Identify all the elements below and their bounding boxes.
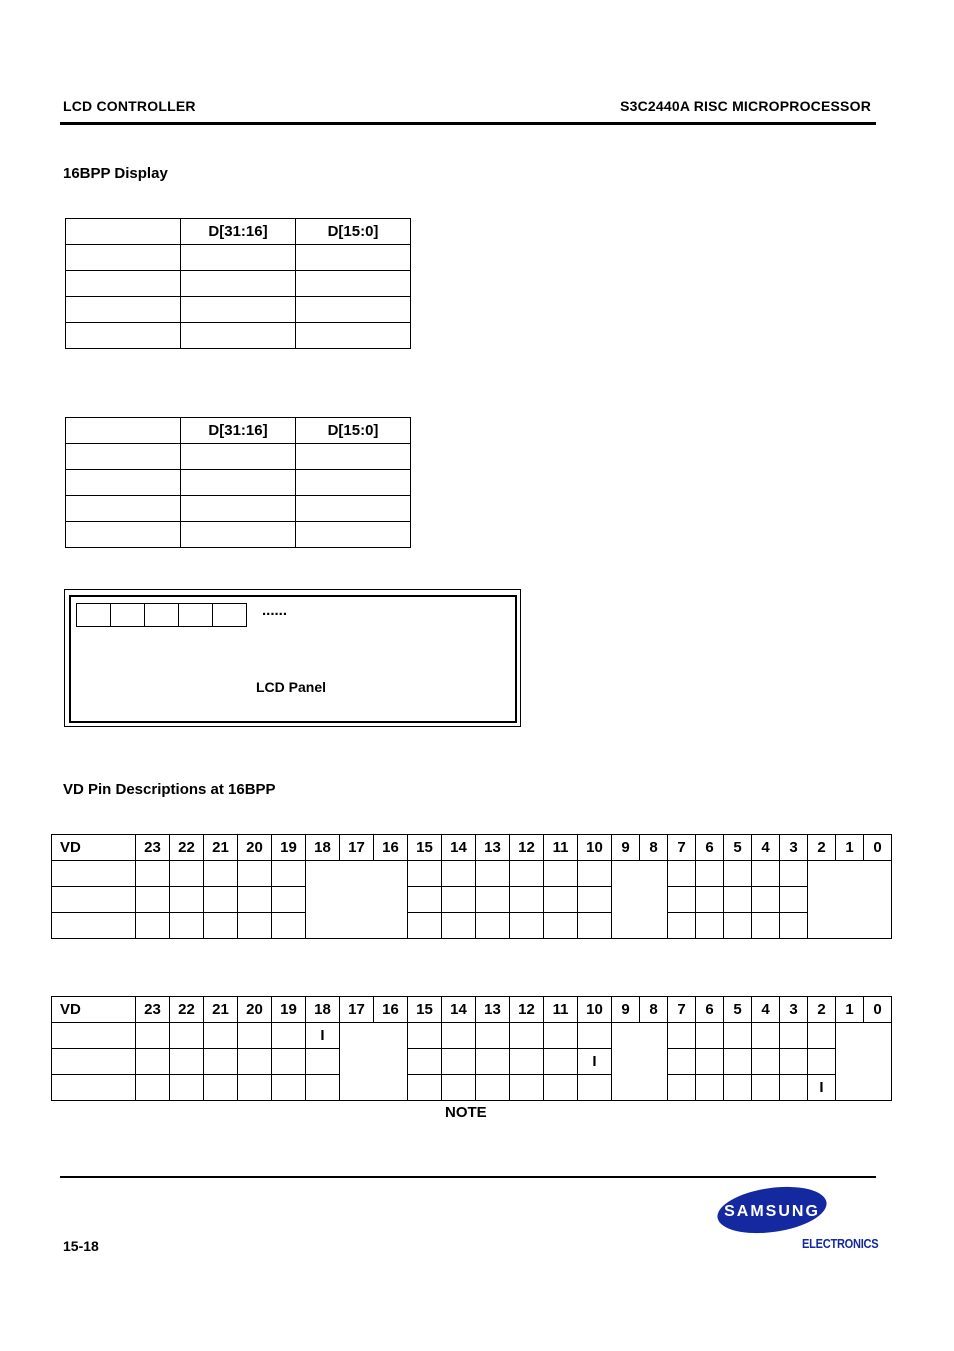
vd-header-cell: 0 [864,997,892,1023]
table-row [52,861,892,887]
table-cell [66,444,181,470]
table-cell [696,1049,724,1075]
table-cell [752,1049,780,1075]
table-cell [181,444,296,470]
vd-mark-cell: I [306,1023,340,1049]
table-cell [578,861,612,887]
table-cell [668,913,696,939]
table-cell [52,1075,136,1101]
panel-pixel [212,603,247,627]
table-cell [780,1023,808,1049]
table-cell [442,1075,476,1101]
vd-header-cell: 8 [640,997,668,1023]
logo-text: SAMSUNG [724,1203,820,1220]
table-cell [696,1075,724,1101]
table-cell [66,271,181,297]
table-cell [66,470,181,496]
vd-header-cell: 18 [306,835,340,861]
table-cell [181,271,296,297]
panel-pixel [76,603,111,627]
vd-mark-cell: I [808,1075,836,1101]
table-cell [136,887,170,913]
table-cell [238,1075,272,1101]
vd-header-row [52,997,892,1023]
vd-header-cell: 12 [510,997,544,1023]
vd-header-cell: 10 [578,835,612,861]
unused-cell [612,861,668,939]
table-cell [510,1075,544,1101]
vd-header-cell: 4 [752,835,780,861]
table-cell [181,522,296,548]
table-cell [442,1049,476,1075]
table-cell [181,245,296,271]
vd-header-cell: 13 [476,997,510,1023]
table-row [66,522,411,548]
table-cell [544,861,578,887]
memory-table-1 [65,218,411,349]
header-left: LCD CONTROLLER [63,98,196,114]
table-cell [544,887,578,913]
vd-section-title: VD Pin Descriptions at 16BPP [63,781,276,798]
table-cell [272,887,306,913]
vd-header-cell: 1 [836,835,864,861]
table-cell [668,887,696,913]
table-header-cell [66,219,181,245]
table-cell [136,861,170,887]
panel-pixel [178,603,213,627]
vd-header-cell: 2 [808,997,836,1023]
vd-header-cell: 15 [408,997,442,1023]
vd-header-cell: 17 [340,835,374,861]
table-cell [52,1023,136,1049]
table-cell [204,861,238,887]
table-cell [442,861,476,887]
table-cell [752,861,780,887]
table-cell [296,323,411,349]
table-cell [306,1075,340,1101]
table-cell [52,861,136,887]
table-cell [170,1075,204,1101]
table-cell [408,861,442,887]
table-cell [544,1049,578,1075]
table-cell [136,913,170,939]
table-row [52,1075,892,1101]
table-cell [752,1023,780,1049]
table-cell [296,245,411,271]
table-cell [306,1049,340,1075]
table-cell [476,861,510,887]
table-cell [752,887,780,913]
table-cell [476,913,510,939]
table-header-cell [66,418,181,444]
table-header-cell: D[15:0] [296,418,411,444]
table-cell [136,1023,170,1049]
table-cell [272,913,306,939]
table-cell [696,1023,724,1049]
panel-dots: ...... [262,602,288,619]
vd-header-cell: 12 [510,835,544,861]
table-cell [724,1023,752,1049]
table-cell [296,444,411,470]
table-cell [52,913,136,939]
table-cell [696,887,724,913]
vd-header-cell: 18 [306,997,340,1023]
table-cell [408,1023,442,1049]
table-row [66,470,411,496]
table-cell [408,1049,442,1075]
vd-header-cell: 8 [640,835,668,861]
table-cell [510,913,544,939]
table-cell [408,887,442,913]
vd-header-cell: 20 [238,997,272,1023]
vd-header-cell: 3 [780,997,808,1023]
vd-header-cell: 11 [544,835,578,861]
table-cell [238,1049,272,1075]
table-cell [296,522,411,548]
table-cell [442,1023,476,1049]
table-cell [780,1075,808,1101]
table-cell [238,1023,272,1049]
vd-header-cell: 21 [204,835,238,861]
table-cell [296,496,411,522]
vd-header-cell: 9 [612,835,640,861]
table-row [52,1023,892,1049]
table-cell [780,913,808,939]
table-cell [181,323,296,349]
table-cell [578,1023,612,1049]
table-cell [442,913,476,939]
table-cell [170,861,204,887]
table-cell [510,1023,544,1049]
table-cell [668,1049,696,1075]
unused-cell [340,1023,408,1101]
table-header-cell: D[15:0] [296,219,411,245]
table-cell [668,1023,696,1049]
table-cell [510,861,544,887]
table-cell [578,913,612,939]
table-cell [296,470,411,496]
table-header-cell: D[31:16] [181,418,296,444]
table-row [66,245,411,271]
page-number: 15-18 [63,1238,99,1254]
vd-header-cell: 22 [170,835,204,861]
table-cell [544,1075,578,1101]
vd-header-cell: 19 [272,835,306,861]
table-cell [136,1049,170,1075]
table-cell [668,861,696,887]
table-cell [66,522,181,548]
table-cell [476,887,510,913]
table-cell [780,1049,808,1075]
table-cell [204,1049,238,1075]
table-cell [408,1075,442,1101]
table-cell [272,861,306,887]
table-cell [724,1049,752,1075]
table-row [66,323,411,349]
vd-header-cell: 19 [272,997,306,1023]
table-cell [696,861,724,887]
table-cell [272,1023,306,1049]
vd-header-cell: 6 [696,997,724,1023]
table-cell [170,1023,204,1049]
table-header-cell: D[31:16] [181,219,296,245]
vd-header-cell: 1 [836,997,864,1023]
table-cell [408,913,442,939]
panel-label: LCD Panel [256,679,327,695]
note-label: NOTE [445,1104,487,1121]
vd-header-cell: 16 [374,835,408,861]
table-cell [578,887,612,913]
vd-header-cell: 17 [340,997,374,1023]
vd-header-cell: 0 [864,835,892,861]
table-cell [510,887,544,913]
vd-header-cell: 7 [668,997,696,1023]
table-cell [296,271,411,297]
vd-header-cell: 5 [724,997,752,1023]
table-cell [52,1049,136,1075]
vd-header-cell: 14 [442,835,476,861]
table-cell [476,1075,510,1101]
table-cell [510,1049,544,1075]
table-cell [181,297,296,323]
table-cell [808,1049,836,1075]
unused-cell [612,1023,668,1101]
table-cell [272,1075,306,1101]
table-cell [238,861,272,887]
vd-header-cell: 21 [204,997,238,1023]
table-cell [66,297,181,323]
header-right: S3C2440A RISC MICROPROCESSOR [620,98,871,114]
vd-header-cell: 20 [238,835,272,861]
vd-header-cell: 9 [612,997,640,1023]
table-cell [238,887,272,913]
vd-header-cell: 11 [544,997,578,1023]
memory-table-2 [65,417,411,548]
table-cell [544,913,578,939]
vd-mark-cell: I [578,1049,612,1075]
vd-header-row [52,835,892,861]
table-cell [272,1049,306,1075]
header-rule [60,122,876,125]
vd-header-cell: 10 [578,997,612,1023]
vd-header-cell: 3 [780,835,808,861]
vd-header-cell: 6 [696,835,724,861]
table-cell [296,297,411,323]
vd-header-cell: 14 [442,997,476,1023]
table-cell [476,1049,510,1075]
vd-table-2 [51,996,892,1101]
vd-header-cell: 23 [136,835,170,861]
vd-table-1 [51,834,892,939]
footer-rule [60,1176,876,1178]
table-cell [724,861,752,887]
panel-pixel [110,603,145,627]
table-cell [780,887,808,913]
unused-cell [306,861,408,939]
table-cell [170,887,204,913]
table-cell [136,1075,170,1101]
samsung-logo-icon [716,1185,828,1235]
table-cell [238,913,272,939]
section-title: 16BPP Display [63,165,168,182]
table-cell [476,1023,510,1049]
table-cell [696,913,724,939]
table-row [52,887,892,913]
vd-header-cell: 15 [408,835,442,861]
table-row [66,496,411,522]
table-cell [204,913,238,939]
table-cell [204,1075,238,1101]
table-row [52,1049,892,1075]
vd-header-cell: 23 [136,997,170,1023]
vd-header-cell: 22 [170,997,204,1023]
table-cell [724,887,752,913]
panel-pixel [144,603,179,627]
table-cell [578,1075,612,1101]
table-cell [752,913,780,939]
unused-cell [836,1023,892,1101]
samsung-logo [716,1185,828,1235]
table-cell [724,1075,752,1101]
table-cell [752,1075,780,1101]
table-cell [204,887,238,913]
table-cell [66,245,181,271]
table-cell [181,470,296,496]
table-cell [808,1023,836,1049]
table-cell [724,913,752,939]
vd-header-cell: VD [52,835,136,861]
vd-header-cell: 2 [808,835,836,861]
vd-header-cell: VD [52,997,136,1023]
table-cell [66,496,181,522]
unused-cell [808,861,892,939]
table-cell [668,1075,696,1101]
table-row [66,271,411,297]
table-row [52,913,892,939]
table-cell [204,1023,238,1049]
table-row [66,444,411,470]
table-cell [66,323,181,349]
table-cell [780,861,808,887]
table-cell [170,1049,204,1075]
logo-subtext: ELECTRONICS [802,1236,879,1251]
vd-header-cell: 5 [724,835,752,861]
table-cell [544,1023,578,1049]
vd-header-cell: 13 [476,835,510,861]
table-cell [442,887,476,913]
vd-header-cell: 4 [752,997,780,1023]
table-cell [181,496,296,522]
table-row [66,297,411,323]
vd-header-cell: 7 [668,835,696,861]
table-cell [170,913,204,939]
table-cell [52,887,136,913]
vd-header-cell: 16 [374,997,408,1023]
